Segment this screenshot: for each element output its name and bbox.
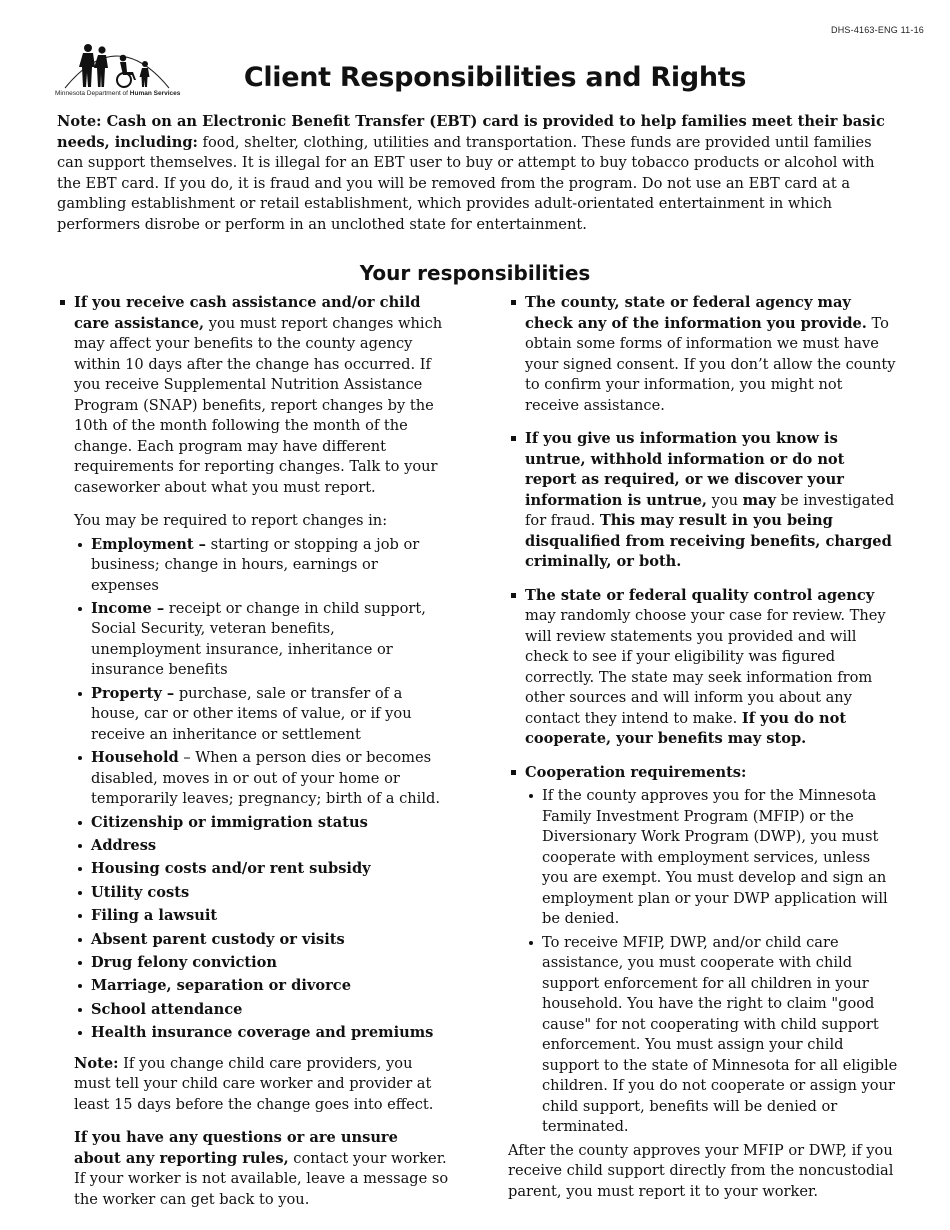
logo-wordmark: Minnesota Department of Human Services <box>55 90 181 97</box>
form-id: DHS-4163-ENG 11-16 <box>831 25 924 35</box>
child-care-note: Note: If you change child care providers, you must tell your child care worker and provider at least 15 days before the change goes into effect. <box>74 1054 434 1113</box>
change-item: Utility costs <box>74 883 449 904</box>
left-column <box>57 293 449 1210</box>
cooperation-subitem: To receive MFIP, DWP, and/or child care assistance, you must cooperate with child support enforcement for all children in your household. You have the right to claim "good cause" for not cooperating with child support enforcement. You must assign your child support to the state of Minnesota for all eligible children. If you do not cooperate or assign your child support, benefits will be denied or terminated. <box>525 933 898 1138</box>
untrue-info-item: If you give us information you know is untrue, withhold information or do not report as required, or we discover your information is untrue, you may be investigated for fraud. This may result in you being disqualified from receiving benefits, charged criminally, or both. <box>508 429 898 573</box>
change-item: Income – receipt or change in child support, Social Security, veteran benefits, unemployment insurance, inheritance or insurance benefits <box>74 599 449 681</box>
change-item: Address <box>74 836 449 857</box>
change-item: Health insurance coverage and premiums <box>74 1023 449 1044</box>
cooperation-list <box>508 786 898 1138</box>
cooperation-subitem: If the county approves you for the Minnesota Family Investment Program (MFIP) or the Diversionary Work Program (DWP), you must cooperate with employment services, unless you are exempt. You must develop and sign an employment plan or your DWP application will be denied. <box>525 786 898 930</box>
cooperation-item: Cooperation requirements: <box>508 763 898 784</box>
child-support-note: After the county approves your MFIP or DWP, if you receive child support directly from the noncustodial parent, you must report it to your worker. <box>508 1141 894 1200</box>
report-changes-item: If you receive cash assistance and/or child care assistance, you must report changes which may affect your benefits to the county agency within 10 days after the change has occurred. If you receive Supplemental Nutrition Assistance Program (SNAP) benefits, report changes by the 10th of the month following the month of the change. Each program may have different requirements for reporting changes. Talk to your caseworker about what you must report. <box>57 293 449 498</box>
quality-control-item: The state or federal quality control agency may randomly choose your case for review. They will review statements you provided and will check to see if your eligibility was figured correctly. The state may seek information from other sources and will inform you about any contact they intend to make. If you do not cooperate, your benefits may stop. <box>508 586 898 750</box>
change-item: Housing costs and/or rent subsidy <box>74 859 449 880</box>
change-item: Property – purchase, sale or transfer of a house, car or other items of value, or if you receive an inheritance or settlement <box>74 684 449 746</box>
change-item: Filing a lawsuit <box>74 906 449 927</box>
intro-note-bold: Note: Cash on an Electronic Benefit Transfer (EBT) card is provided to help families meet their basic needs, including: <box>57 113 885 151</box>
page-title: Client Responsibilities and Rights <box>243 62 747 93</box>
change-item: School attendance <box>74 1000 449 1021</box>
change-item: Employment – starting or stopping a job or business; change in hours, earnings or expenses <box>74 535 449 597</box>
right-column <box>508 293 898 1202</box>
section-title: Your responsibilities <box>359 261 591 285</box>
intro-note <box>57 112 897 235</box>
change-item: Citizenship or immigration status <box>74 813 449 834</box>
info-check-item: The county, state or federal agency may check any of the information you provide. To obtain some forms of information we must have your signed consent. If you don’t allow the county to confirm your information, you might not receive assistance. <box>508 293 898 416</box>
changes-intro: You may be required to report changes in: <box>74 512 388 529</box>
intro-note-text: food, shelter, clothing, utilities and transportation. These funds are provided until families can support themselves. It is illegal for an EBT user to buy or attempt to buy tobacco products or alcohol with the EBT card. If you do, it is fraud and you will be removed from the program. Do not use an EBT card at a gambling establishment or retail establishment, which provides adult-orientated entertainment in which performers disrobe or perform in an unclothed state for entertainment. <box>57 133 875 233</box>
change-item: Household – When a person dies or becomes disabled, moves in or out of your home or temporarily leaves; pregnancy; birth of a child. <box>74 748 449 810</box>
change-item: Marriage, separation or divorce <box>74 976 449 997</box>
changes-list <box>57 535 449 1044</box>
change-item: Drug felony conviction <box>74 953 449 974</box>
change-item: Absent parent custody or visits <box>74 930 449 951</box>
questions-note: If you have any questions or are unsure about any reporting rules, contact your worker. If your worker is not available, leave a message so the worker can get back to you. <box>74 1129 449 1208</box>
